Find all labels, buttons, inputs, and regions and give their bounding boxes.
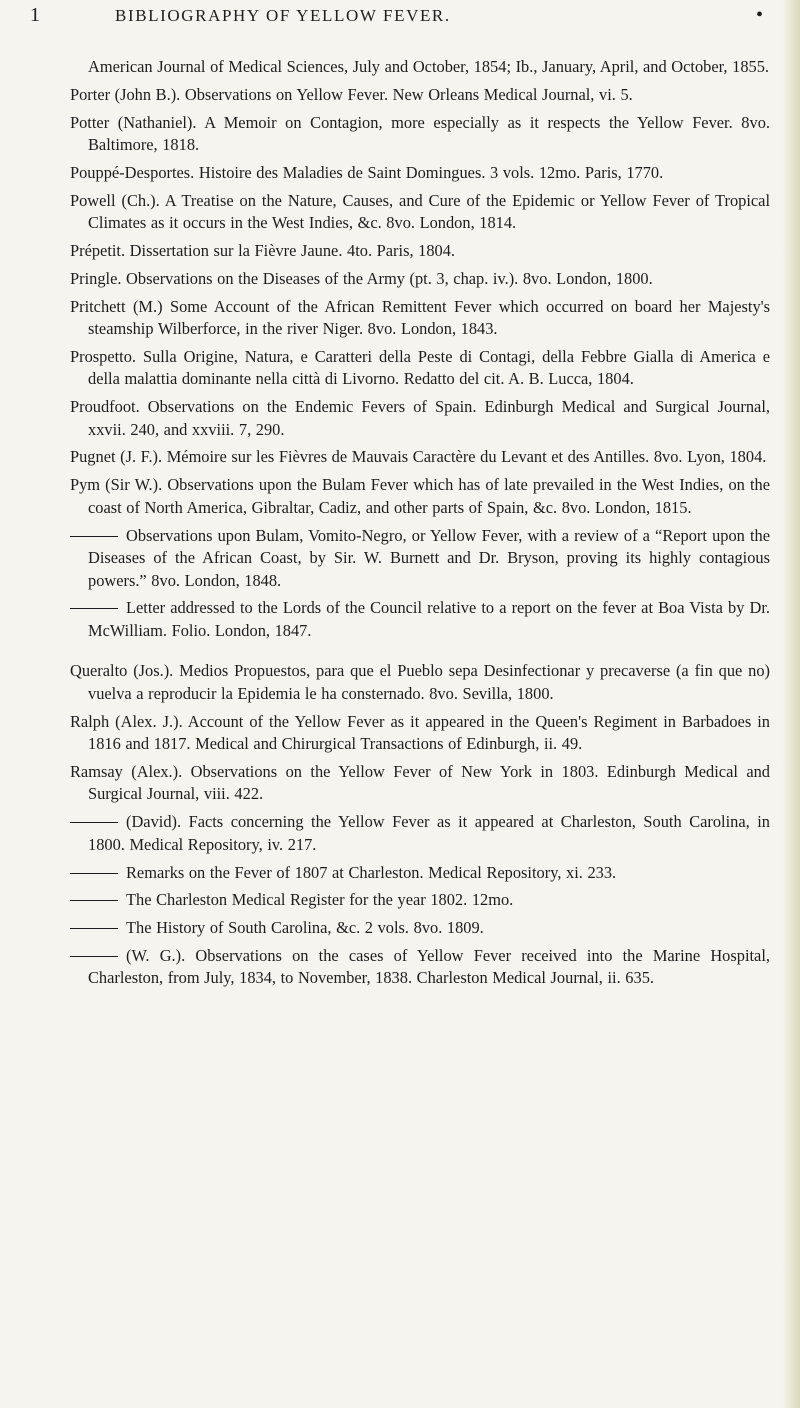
ditto-rule <box>70 956 118 957</box>
bibliography-entry-continued <box>70 597 770 642</box>
entry-text: Observations upon Bulam, Vomito-Negro, or Yellow Fever, with a review of a “Report upon the Diseases of the African Coast, by Sir. W. Burnett and Dr. Bryson, proving its highly contagious powers.” 8vo. London, 1848. <box>88 525 770 590</box>
ditto-rule <box>70 536 118 537</box>
bibliography-entry: Powell (Ch.). A Treatise on the Nature, Causes, and Cure of the Epidemic or Yellow Fever of Tropical Climates as it occurs in the West Indies, &c. 8vo. London, 1814. <box>70 190 770 233</box>
entry-text: Letter addressed to the Lords of the Council relative to a report on the fever at Boa Vista by Dr. McWilliam. Folio. London, 1847. <box>88 598 770 640</box>
bibliography-entry-continued <box>70 889 770 912</box>
bibliography-entry: American Journal of Medical Sciences, July and October, 1854; Ib., January, April, and October, 1855. <box>88 57 770 76</box>
running-title: BIBLIOGRAPHY OF YELLOW FEVER. <box>115 6 451 25</box>
page-number: 1 <box>30 4 41 26</box>
bibliography-entry-continued <box>70 862 770 885</box>
ditto-rule <box>70 928 118 929</box>
ditto-rule <box>70 873 118 874</box>
bibliography-entry: Pritchett (M.) Some Account of the African Remittent Fever which occurred on board her Majesty's steamship Wilberforce, in the river Niger. 8vo. London, 1843. <box>70 296 770 339</box>
ditto-rule <box>70 608 118 609</box>
bibliography-entry: Pringle. Observations on the Diseases of the Army (pt. 3, chap. iv.). 8vo. London, 1800. <box>70 268 653 288</box>
bibliography-entry: Proudfoot. Observations on the Endemic Fevers of Spain. Edinburgh Medical and Surgical Journal, xxvii. 240, and xxviii. 7, 290. <box>70 397 770 439</box>
bibliography-entry: Ramsay (Alex.). Observations on the Yellow Fever of New York in 1803. Edinburgh Medical and Surgical Journal, viii. 422. <box>70 761 770 804</box>
bibliography-entry: Pym (Sir W.). Observations upon the Bulam Fever which has of late prevailed in the West Indies, on the coast of North America, Gibraltar, Cadiz, and other parts of Spain, &c. 8vo. London, 1815. <box>70 475 770 517</box>
bibliography-entry: Porter (John B.). Observations on Yellow Fever. New Orleans Medical Journal, vi. 5. <box>70 84 633 104</box>
bibliography-entry-continued <box>70 945 770 990</box>
entry-text: (W. G.). Observations on the cases of Yellow Fever received into the Marine Hospital, Charleston, from July, 1834, to November, 1838. Charleston Medical Journal, ii. 635. <box>88 945 770 988</box>
entry-text: The History of South Carolina, &c. 2 vols. 8vo. 1809. <box>126 918 484 938</box>
entry-text: (David). Facts concerning the Yellow Fever as it appeared at Charleston, South Carolina, in 1800. Medical Repository, iv. 217. <box>88 812 770 854</box>
bibliography-entry-continued <box>70 917 770 940</box>
entry-text: The Charleston Medical Register for the year 1802. 12mo. <box>126 890 514 910</box>
bibliography-entry: Queralto (Jos.). Medios Propuestos, para que el Pueblo sepa Desinfectionar y precaverse (a fin que no) vuelva a reproducir la Epidemia le ha consternado. 8vo. Sevilla, 1800. <box>70 661 770 703</box>
bibliography-entry-continued <box>70 811 770 856</box>
ditto-rule <box>70 900 118 901</box>
ditto-rule <box>70 822 118 823</box>
page-header <box>0 4 800 32</box>
bibliography-entry: Pouppé-Desportes. Histoire des Maladies de Saint Domingues. 3 vols. 12mo. Paris, 1770. <box>70 162 664 182</box>
bibliography-entry: Potter (Nathaniel). A Memoir on Contagion, more especially as it respects the Yellow Fever. 8vo. Baltimore, 1818. <box>70 112 770 155</box>
bibliography-entry: Prospetto. Sulla Origine, Natura, e Caratteri della Peste di Contagi, della Febbre Gialla di America e della malattia dominante nella città di Livorno. Redatto del cit. A. B. Lucca, 1804. <box>70 346 770 389</box>
page-edge-shadow <box>782 0 800 1408</box>
bibliography-entry-continued <box>70 525 770 593</box>
header-mark: • <box>756 4 764 26</box>
bibliography-list <box>70 56 770 995</box>
bibliography-entry: Ralph (Alex. J.). Account of the Yellow Fever as it appeared in the Queen's Regiment in Barbadoes in 1816 and 1817. Medical and Chirurgical Transactions of Edinburgh, ii. 49. <box>70 711 770 754</box>
entry-text: Remarks on the Fever of 1807 at Charleston. Medical Repository, xi. 233. <box>126 862 617 882</box>
bibliography-entry: Prépetit. Dissertation sur la Fièvre Jaune. 4to. Paris, 1804. <box>70 240 456 260</box>
bibliography-entry: Pugnet (J. F.). Mémoire sur les Fièvres de Mauvais Caractère du Levant et des Antilles. 8vo. Lyon, 1804. <box>70 447 767 467</box>
